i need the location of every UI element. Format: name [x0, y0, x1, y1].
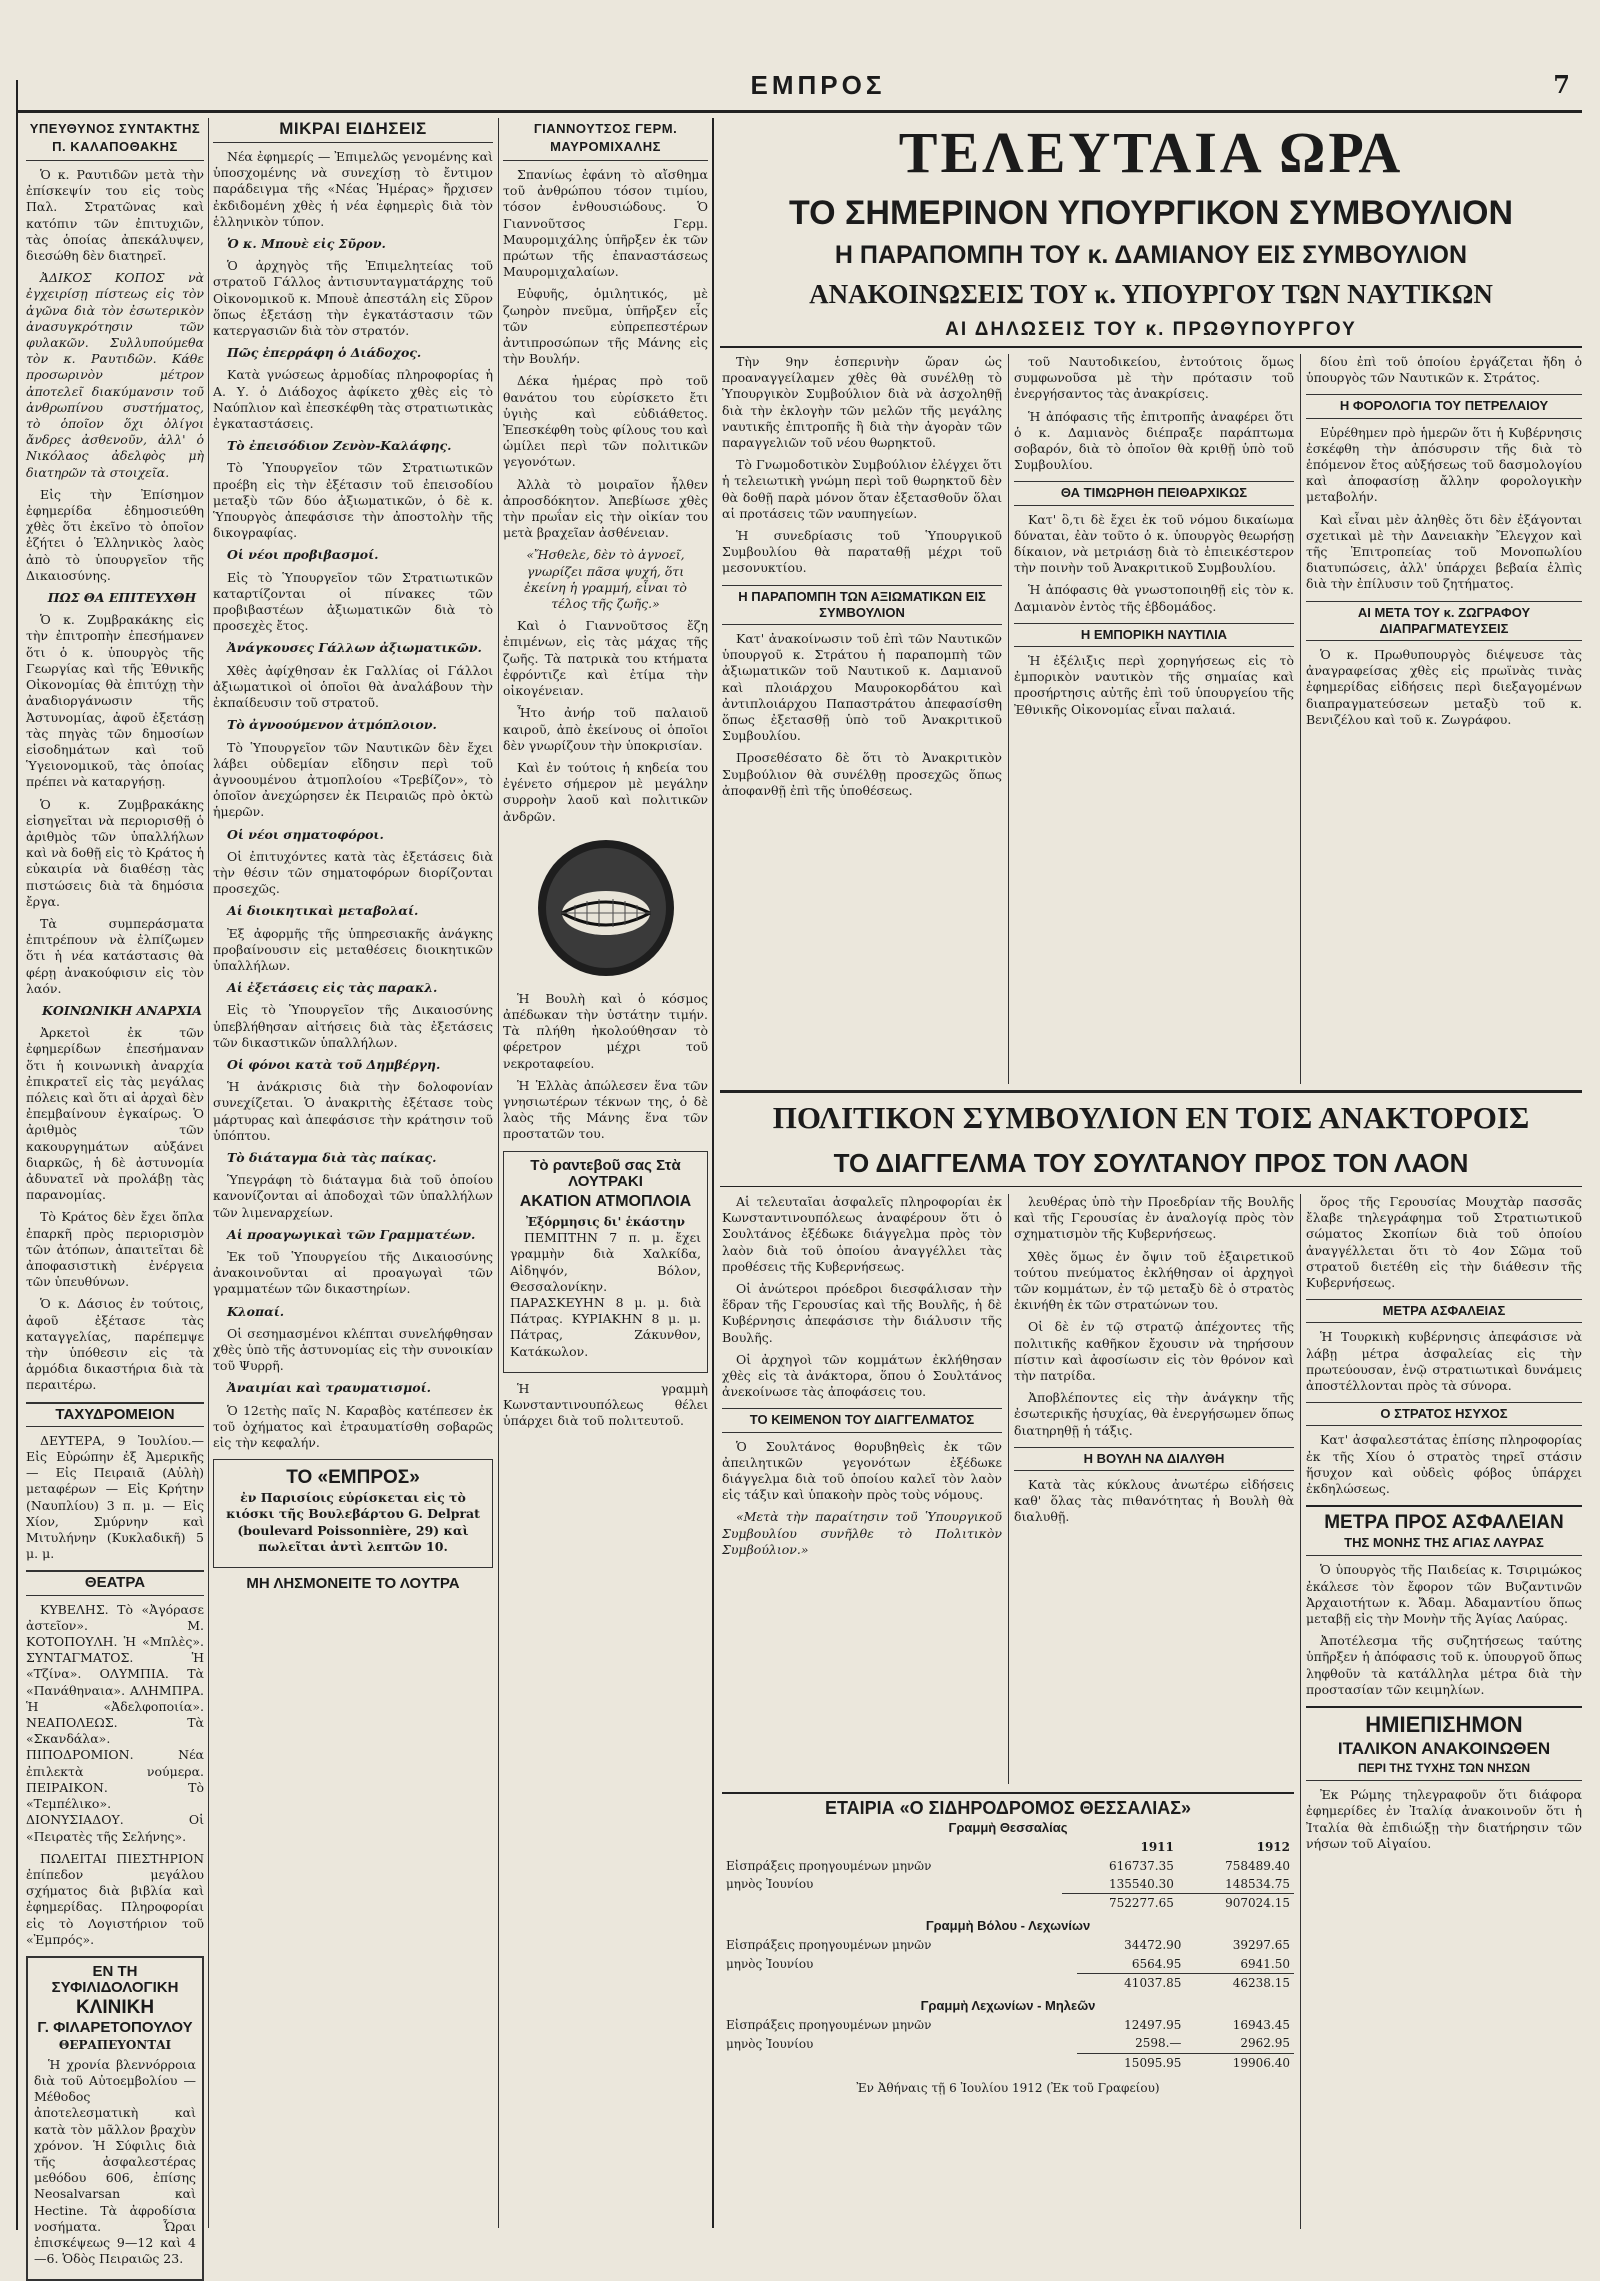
italian-heading-2: ΙΤΑΛΙΚΟΝ ΑΝΑΚΟΙΝΩΘΕΝ — [1337, 1739, 1551, 1759]
right-col-e — [1014, 1194, 1294, 1784]
paragraph: Οἱ ἀνώτεροι πρόεδροι διεσφάλισαν τὴν ἕδραν τῆς Γερουσίας καὶ τῆς Βουλῆς, ἡ δὲ Κυβέρνησις ἀπεφάσισε τὴν διάλυσιν τῆς Βουλῆς. — [722, 1281, 1002, 1345]
paragraph: Δέκα ἡμέρας πρὸ τοῦ θανάτου του εὑρίσκετο ἔτι ὑγιὴς καὶ εὐδιάθετος. Ἐπεσκέφθη τοὺς φίλους του καὶ ὡμίλει περὶ τῶν πολιτικῶν γεγονότων. — [503, 373, 708, 470]
subheading: ΜΕΤΡΑ ΑΣΦΑΛΕΙΑΣ — [1306, 1299, 1582, 1323]
row-label: Εἰσπράξεις προηγουμένων μηνῶν — [726, 1938, 932, 1953]
paragraph: Ἦτο ἀνήρ τοῦ παλαιοῦ καιροῦ, ἀπὸ ἐκείνους οἱ ὁποῖοι δὲν γνωρίζουν τὴν ὑποκρισίαν. — [503, 705, 708, 753]
paragraph: Κατ' ὃ,τι δὲ ἔχει ἐκ τοῦ νόμου δικαίωμα δύναται, ἐὰν τοῦτο ὁ κ. ὑπουργὸς θεωρήσῃ δίκαιον, νὰ μετριάσῃ διὰ τὸ ἐπιεικέστερον τὴν ποινὴν τοῦ Ἀνακριτικοῦ Συμβουλίου. — [1014, 511, 1294, 576]
railway-date: Ἐν Ἀθήναις τῇ 6 Ἰουλίου 1912 — [856, 2080, 1043, 2095]
subheading: Οἱ φόνοι κατὰ τοῦ Δημβέργη. — [227, 1056, 441, 1072]
paragraph: Τὴν 9ην ἑσπερινὴν ὥραν ὡς προαναγγείλαμεν χθὲς θὰ συνέλθῃ τὸ Ὑπουργικὸν Συμβούλιον διὰ νὰ ἀσχοληθῇ διὰ τὴν ἐκλογὴν τῶν μελῶν τῆς μεγάλης ναυτικῆς ἐπιτροπῆς ἢ διὰ τὴν ἀγορὰν τῶν παραγγελιῶν τοῦ νέου θωρηκτοῦ. — [722, 354, 1002, 451]
subheading: Πῶς ἐπερράφη ὁ Διάδοχος. — [227, 345, 422, 361]
row-label: μηνὸς Ἰουνίου — [726, 2036, 814, 2051]
paragraph: Τὸ Ὑπουργεῖον τῶν Στρατιωτικῶν προέβη εἰς τὴν ἐξέτασιν τοῦ ἐπεισοδίου μεταξὺ τῶν δύο ἀξιωματικῶν, ὁ δὲ κ. Ὑπουργὸς ἀπεφάσισε τὴν ἀποστολὴν τῆς δικογραφίας. — [213, 460, 493, 541]
paragraph: Οἱ δὲ ἐν τῷ στρατῷ ἀπέχοντες τῆς πολιτικῆς καθῆκον ἔχουσιν νὰ τηρήσουν πίστιν καὶ ἀφοσίωσιν εἰς τὸν θρόνον καὶ τὴν πατρίδα. — [1014, 1319, 1294, 1384]
paragraph: Ὑπεγράφη τὸ διάταγμα διὰ τοῦ ὁποίου κανονίζονται αἱ ἀποδοχαὶ τῶν ὑπαλλήλων τῶν λιμεναρχείων. — [213, 1172, 493, 1220]
paragraph: Καὶ εἶναι μὲν ἀληθὲς ὅτι δὲν ἐξάγονται σχετικαὶ μὲ τὴν Δανειακὴν Ἔλεγχον καὶ τῆς Ἐπιτροπείας τοῦ Μονοπωλίου διατυπώσεις, ἀλλ' ὑπάρχει βεβαία ἐλπὶς διὰ τὴν ἐπίλυσιν τοῦ ζητήματος. — [1306, 511, 1582, 592]
column-3 — [503, 118, 708, 2228]
paragraph: Ἀλλὰ τὸ μοιραῖον ἦλθεν ἀπροσδόκητον. Ἀπεβίωσε χθὲς τὴν πρωΐαν εἰς τὴν οἰκίαν του μετὰ βραχεῖαν ἀσθένειαν. — [503, 476, 708, 541]
monastery-heading-box — [1306, 1505, 1582, 1556]
subheading: Η ΕΜΠΟΡΙΚΗ ΝΑΥΤΙΛΙΑ — [1014, 623, 1294, 647]
railway-line-2: Γραμμὴ Βόλου - Λεχωνίων — [925, 1918, 1091, 1934]
ad-title: ΤΟ «ΕΜΠΡΟΣ» — [286, 1467, 420, 1489]
column-2 — [213, 118, 493, 2228]
paragraph: Ὁ Σουλτάνος θορυβηθεὶς ἐκ τῶν ἀπειλητικῶν γεγονότων ἐξέδωκε διάγγελμα διὰ τοῦ ὁποίου καλεῖ τὸν λαὸν εἰς τάξιν καὶ ὑπακοὴν πρὸς τοὺς νόμους. — [722, 1438, 1002, 1503]
cell: 39297.65 — [1232, 1938, 1290, 1953]
paragraph: Εἰς τὸ Ὑπουργεῖον τῶν Στρατιωτικῶν καταρτίζονται οἱ πίνακες τῶν προβιβαστέων ἀξιωματικῶν διὰ τὸ προσεχὲς ἔτος. — [213, 569, 493, 634]
right-col-a — [722, 354, 1002, 1084]
subheading: Η ΠΑΡΑΠΟΜΠΗ ΤΩΝ ΑΞΙΩΜΑΤΙΚΩΝ ΕΙΣ ΣΥΜΒΟΥΛΙΟΝ — [722, 585, 1002, 625]
clinic-line-1: ΕΝ ΤΗ ΣΥΦΙΛΙΔΟΛΟΓΙΚΗ — [51, 1962, 179, 1997]
subheading: Τὸ ἐπεισόδιον Ζενὸν-Καλάφης. — [227, 438, 452, 454]
paragraph: Ἡ γραμμὴ Κωνσταντινουπόλεως θέλει ὑπάρχει διὰ τοῦ πολιτευτοῦ. — [503, 1380, 708, 1429]
paragraph: Κατὰ τὰς κύκλους ἀνωτέρω εἰδήσεις καθ' ὅλας τὰς πιθανότητας ἡ Βουλὴ θὰ διαλυθῇ. — [1014, 1477, 1294, 1525]
subheading: Ἀναιμίαι καὶ τραυματισμοί. — [227, 1380, 431, 1396]
paragraph: Ἐκ τοῦ Ὑπουργείου τῆς Δικαιοσύνης ἀνακοινοῦνται αἱ προαγωγαὶ τῶν γραμματέων τῶν δικαστηρίων. — [213, 1248, 493, 1297]
monastery-heading-1: ΜΕΤΡΑ ΠΡΟΣ ΑΣΦΑΛΕΙΑΝ — [1324, 1512, 1564, 1534]
paragraph: Ὁ κ. Ζυμβρακάκης εἰσηγεῖται νὰ περιορισθῇ ὁ ἀριθμὸς τῶν ὑπαλλήλων καὶ νὰ δοθῇ εἰς τὸ Κράτος ἡ εὐκαιρία νὰ διαθέσῃ τὰς πιστώσεις διὰ τὰ δημόσια ἔργα. — [26, 796, 204, 909]
cell: 34472.90 — [1124, 1938, 1182, 1953]
paragraph: Ἡ Τουρκικὴ κυβέρνησις ἀπεφάσισε νὰ λάβῃ μέτρα ἀσφαλείας εἰς τὴν πρωτεύουσαν, ἐνῷ στρατιωτικαὶ δυνάμεις ἀποστέλλονται πρὸς τὰ σύνορα. — [1306, 1329, 1582, 1394]
cell: 135540.30 — [1108, 1876, 1174, 1891]
subheading: ΤΟ ΚΕΙΜΕΝΟΝ ΤΟΥ ΔΙΑΓΓΕΛΜΑΤΟΣ — [722, 1408, 1002, 1432]
subheading: Η ΒΟΥΛΗ ΝΑ ΔΙΑΛΥΘΗ — [1014, 1447, 1294, 1471]
subheading: Η ΦΟΡΟΛΟΓΙΑ ΤΟΥ ΠΕΤΡΕΛΑΙΟΥ — [1306, 394, 1582, 418]
italian-heading-1: ΗΜΙΕΠΙΣΗΜΟΝ — [1365, 1712, 1523, 1738]
year-1911: 1911 — [1140, 1840, 1174, 1855]
italian-heading-box — [1306, 1706, 1582, 1781]
railway-signature: (Ἐκ τοῦ Γραφείου) — [1046, 2080, 1160, 2095]
paragraph: Κατὰ γνώσεως ἀρμοδίας πληροφορίας ἡ Α. Υ. ὁ Διάδοχος ἀφίκετο χθὲς εἰς τὸ Ναύπλιον καὶ ἐπεσκέφθη τὰς στρατιωτικὰς ἐγκαταστάσεις. — [213, 367, 493, 432]
column-rule — [1300, 354, 1301, 1084]
paragraph: Ὁ κ. Δάσιος ἐν τούτοις, ἀφοῦ ἐξέτασε τὰς καταγγελίας, παρέπεμψε τὴν ὑπόθεσιν εἰς τὰ ἁρμόδια δικαστήρια διὰ τὰ περαιτέρω. — [26, 1296, 204, 1393]
small-news-heading: ΜΙΚΡΑΙ ΕΙΔΗΣΕΙΣ — [213, 118, 493, 143]
paragraph: τοῦ Ναυτοδικείου, ἐντούτοις ὅμως συμφωνοῦσα μὲ τὴν πρότασιν τοῦ ἐνεργήσαντος τὰς ἀνακρίσεις. — [1014, 354, 1294, 402]
paragraph: ΚΥΒΕΛΗΣ. Τὸ «Ἀγόρασε ἀστεῖον». Μ. ΚΟΤΟΠΟΥΛΗ. Ἡ «Μπλὲς». ΣΥΝΤΑΓΜΑΤΟΣ. Ἡ «Τζίνα». ΟΛΥΜΠΙΑ. Τὰ «Πανάθηναια». ΑΛΗΜΠΡΑ. Ἡ «Ἀδελφοποιία». ΝΕΑΠΟΛΕΩΣ. Τὰ «Σκανδάλα». ΠΙΠΟΔΡΟΜΙΟΝ. Νέα ἐπιλεκτὰ νούμερα. ΠΕΙΡΑΙΚΟΝ. Τὸ «Τεμπέλικο». ΔΙΟΝΥΣΙΑΔΟΥ. Οἱ «Πειρατὲς τῆς Σελήνης». — [26, 1601, 204, 1844]
paper-name: ΕΜΠΡΟΣ — [750, 70, 886, 100]
subheading: Τὸ διάταγμα διὰ τὰς παίκας. — [227, 1149, 437, 1165]
cell: 6941.50 — [1240, 1956, 1290, 1971]
paragraph: ὅρος τῆς Γερουσίας Μουχτὰρ πασσᾶς ἔλαβε τηλεγράφημα τοῦ Στρατιωτικοῦ σώματος Σκοπίων διὰ τοῦ ὁποίου ἀναγγέλλεται ὅτι τὸ 4ον Σῶμα τοῦ στρατοῦ διετέθη εἰς τὴν διάθεσιν τῆς Κυβερνήσεως. — [1306, 1194, 1582, 1291]
left-margin-rule — [16, 80, 18, 2230]
paragraph: Ὁ κ. Ζυμβρακάκης εἰς τὴν ἐπιτροπὴν ἐπεσήμανεν ὅτι ὁ κ. ὑπουργὸς τῆς Γεωργίας καὶ τῆς Ἐθνικῆς Οἰκονομίας θὰ ἐπιτύχῃ τὴν ἀναδιοργάνωσιν τῆς Ἀστυνομίας, ἀφοῦ ἐξετάσῃ τὰς πηγὰς τῶν δημοσίων εἰσοδημάτων καὶ τοῦ Ὑγειονομικοῦ, τὰς ὁποίας πρέπει νὰ καταργήσῃ. — [26, 612, 204, 790]
railway-table-1 — [722, 1838, 1294, 1912]
ad-subtitle: ΑΚΑΤΙΟΝ ΑΤΜΟΠΛΟΙΑ — [519, 1192, 692, 1210]
subheading: Αἱ διοικητικαὶ μεταβολαί. — [227, 903, 419, 919]
paragraph: Καὶ ὁ Γιαννοῦτσος ἔζη ἐπιμένων, εἰς τὰς μάχας τῆς ζωῆς. Τὰ πατρικὰ του κτήματα ἐφρόντιζε καὶ ἐτίμα τὴν οἰκογένειαν. — [503, 618, 708, 699]
page-number: 7 — [1553, 70, 1570, 99]
paragraph: Αἱ τελευταῖαι ἀσφαλεῖς πληροφορίαι ἐκ Κωνσταντινουπόλεως ἀναφέρουν ὅτι ὁ Σουλτάνος ἐξέδωκε διάγγελμα πρὸς τὸν λαὸν διὰ τοῦ ὁποίου ἀναγγέλλει τὰς προθέσεις τῆς Κυβερνήσεως. — [722, 1194, 1002, 1274]
paragraph: Νέα ἐφημερίς — Ἐπιμελῶς γενομένης καὶ ὑποσχομένης νὰ συνεχίσῃ τὸ ἔντιμον παράδειγμα τῆς «Νέας Ἡμέρας» ἤρχισεν ἐκδιδομένη χθὲς ἡ νέα ἐφημερὶς διὰ τὸν ἑλληνικὸν τύπον. — [213, 149, 493, 229]
cell: 752277.65 — [1062, 1894, 1178, 1913]
banner-last-hour: ΤΕΛΕΥΤΑΙΑ ΩΡΑ — [898, 120, 1404, 185]
row-label: Εἰσπράξεις προηγουμένων μηνῶν — [726, 1858, 932, 1873]
paragraph: Ἡ συνεδρίασις τοῦ Ὑπουργικοῦ Συμβουλίου θὰ παραταθῇ μέχρι τοῦ μεσονυκτίου. — [722, 528, 1002, 576]
column-rule — [1008, 354, 1009, 1084]
paragraph: Τὸ Ὑπουργεῖον τῶν Ναυτικῶν δὲν ἔχει λάβει οὐδεμίαν εἴδησιν περὶ τοῦ ἀγνοουμένου ἀτμοπλοίου «Τρεβίζον», τὸ ὁποῖον ἀνεχώρησεν ἐκ Πειραιῶς πρὸ ὀκτὼ ἡμερῶν. — [213, 739, 493, 820]
cell: 907024.15 — [1178, 1894, 1294, 1913]
subheading: ΑΙ ΜΕΤΑ ΤΟΥ κ. ΖΩΓΡΑΦΟΥ ΔΙΑΠΡΑΓΜΑΤΕΥΣΕΙΣ — [1306, 601, 1582, 641]
year-1912: 1912 — [1256, 1840, 1290, 1855]
paragraph: Τὰ συμπεράσματα ἐπιτρέπουν νὰ ἐλπίζωμεν ὅτι ἡ νέα κατάστασις θὰ φέρῃ ἀνακούφισιν εἰς τὸν λαόν. — [26, 915, 204, 996]
ad-text: ΠΕΜΠΤΗΝ 7 π. μ. ἔχει γραμμὴν διὰ Χαλκίδα, Αἰδηψόν, Βόλον, Θεσσαλονίκην. ΠΑΡΑΣΚΕΥΗΝ 8 μ. μ. διὰ Πάτρας. ΚΥΡΙΑΚΗΝ 8 μ. μ. Πάτρας, Ζάκυνθον, Κατάκωλον. — [510, 1230, 701, 1359]
banner-sultan-proclamation: ΤΟ ΔΙΑΓΓΕΛΜΑ ΤΟΥ ΣΟΥΛΤΑΝΟΥ ΠΡΟΣ ΤΟΝ ΛΑΟΝ — [833, 1148, 1469, 1178]
paragraph: ΠΩΛΕΙΤΑΙ ΠΙΕΣΤΗΡΙΟΝ ἐπίπεδον μεγάλου σχήματος διὰ βιβλία καὶ ἐφημερίδας. Πληροφορίαι εἰς τὸ Λογιστήριον τοῦ «Ἐμπρός». — [26, 1850, 204, 1947]
paragraph: Χθὲς ὅμως ἐν ὄψιν τοῦ ἐξαιρετικοῦ τούτου πνεύματος ἐκλήθησαν οἱ ἀρχηγοὶ τῶν κομμάτων, ἐν τῷ μεταξὺ δὲ ὁ στρατὸς ἐκινήθη ἐκ τῶν στρατώνων του. — [1014, 1248, 1294, 1313]
masthead — [18, 70, 1582, 113]
subheading: Αἱ ἐξετάσεις εἰς τὰς παρακλ. — [227, 980, 438, 996]
paragraph: Εὐφυῆς, ὁμιλητικός, μὲ ζωηρὸν πνεῦμα, ὑπῆρξεν εἷς τῶν εὐπρεπεστέρων ἀντιπροσώπων τῆς Μάνης εἰς τὴν Βουλήν. — [503, 286, 708, 367]
subheading: Οἱ νέοι σηματοφόροι. — [227, 826, 384, 842]
paragraph: λευθέρας ὑπὸ τὴν Προεδρίαν τῆς Βουλῆς καὶ τῆς Γερουσίας ἐν ἀναλογίᾳ πρὸς τὸν σχηματισμὸν τῆς Κυβερνήσεως. — [1014, 1194, 1294, 1242]
paragraph: Τὸ Κράτος δὲν ἔχει ὅπλα ἐπαρκῆ πρὸς περιορισμὸν τῶν ἀτόπων, ἀπαιτεῖται δὲ ἀποφασιστικὴ ἐνέργεια τῶν ὑπευθύνων. — [26, 1209, 204, 1290]
paragraph: Εἰς τὸ Ὑπουργεῖον τῆς Δικαιοσύνης ὑπεβλήθησαν αἰτήσεις διὰ τὰς ἐξετάσεις τῶν δικαστικῶν ὑπαλλήλων. — [213, 1002, 493, 1050]
subheading: Τὸ ἀγνοούμενον ἀτμόπλοιον. — [227, 717, 437, 733]
empros-paris-ad — [213, 1459, 493, 1568]
paragraph: Εὑρέθημεν πρὸ ἡμερῶν ὅτι ἡ Κυβέρνησις ἐσκέφθη τὴν ἀπόσυρσιν τῆς διὰ τὸ ἑπόμενον ἔτος αὐξήσεως τοῦ δασμολογίου καὶ ἀποφασίσῃ ἄλλην φορολογικὴν μεταβολήν. — [1306, 424, 1582, 505]
banner-damianos-referral: Η ΠΑΡΑΠΟΜΠΗ ΤΟΥ κ. ΔΑΜΙΑΝΟΥ ΕΙΣ ΣΥΜΒΟΥΛΙΟΝ — [834, 241, 1468, 269]
clinic-line-2: ΚΛΙΝΙΚΗ — [75, 1997, 155, 2019]
clinic-text: Ἡ χρονία βλεννόρροια διὰ τοῦ Αὐτοεμβολίου — Μέθοδος ἀποτελεσματικὴ καὶ κατὰ τὸν μᾶλλον βραχὺν χρόνον. Ἡ Σύφιλις διὰ τῆς ἀσφαλεστέρας μεθόδου 606, ἐπίσης Neosalvarsan καὶ Hectine. Τὰ ἀφροδίσια νοσήματα. Ὧραι ἐπισκέψεως 9—12 καὶ 4—6. Ὁδὸς Πειραιῶς 23. — [34, 2056, 196, 2267]
paragraph: Οἱ ἐπιτυχόντες κατὰ τὰς ἐξετάσεις διὰ τὴν θέσιν τῶν σηματοφόρων διορίζονται προσεχῶς. — [213, 848, 493, 897]
paragraph: Ἡ ἀπόφασις τῆς ἐπιτροπῆς ἀναφέρει ὅτι ὁ κ. Δαμιανὸς διέπραξε παράπτωμα σοβαρόν, διὰ τὸ ὁποῖον θὰ κριθῇ ὑπὸ τοῦ Συμβουλίου. — [1014, 408, 1294, 473]
paragraph: Ἐξ ἀφορμῆς τῆς ὑπηρεσιακῆς ἀνάγκης προβαίνουσιν εἰς μεταθέσεις διοικητικῶν ὑπαλλήλων. — [213, 925, 493, 973]
paragraph: Ἡ Ἑλλὰς ἀπώλεσεν ἕνα τῶν γνησιωτέρων τέκνων της, ὁ δὲ λαὸς τῆς Μάνης ἕνα τῶν προστατῶν του. — [503, 1077, 708, 1142]
railway-line-1: Γραμμὴ Θεσσαλίας — [948, 1820, 1068, 1836]
row-label: μηνὸς Ἰουνίου — [726, 1877, 814, 1892]
monastery-heading-2: ΤΗΣ ΜΟΝΗΣ ΤΗΣ ΑΓΙΑΣ ΛΑΥΡΑΣ — [1344, 1535, 1544, 1551]
banner-prime-minister: ΑΙ ΔΗΛΩΣΕΙΣ ΤΟΥ κ. ΠΡΩΘΥΠΟΥΡΓΟΥ — [945, 319, 1357, 340]
paragraph: δίου ἐπὶ τοῦ ὁποίου ἐργάζεται ἤδη ὁ ὑπουργὸς τῶν Ναυτικῶν κ. Στράτος. — [1306, 354, 1582, 386]
footer-reminder: ΜΗ ΛΗΣΜΟΝΕΙΤΕ ΤΟ ΛΟΥΤΡΑ — [246, 1575, 460, 1593]
column-rule — [1008, 1194, 1009, 1784]
paragraph: Ἡ ἀπόφασις θὰ γνωστοποιηθῇ εἰς τὸν κ. Δαμιανὸν ἐντὸς τῆς ἑβδομάδος. — [1014, 582, 1294, 614]
cell: 2962.95 — [1240, 2036, 1290, 2051]
paragraph: Εἰς τὴν Ἐπίσημον ἐφημερίδα ἐδημοσιεύθη χθὲς ὅτι ἐκεῖνο τὸ ὁποῖον ἐζήτει ὁ Ἑλληνικὸς λαὸς ἀπὸ τὸ ὑπουργεῖον τῆς Δικαιοσύνης. — [26, 486, 204, 583]
italian-heading-3: ΠΕΡΙ ΤΗΣ ΤΥΧΗΣ ΤΩΝ ΝΗΣΩΝ — [1358, 1761, 1530, 1776]
paragraph: Σπανίως ἐφάνη τὸ αἴσθημα τοῦ ἀνθρώπου τόσον τιμίου, τόσον ἐνθουσιώδους. Ὁ Γιαννοῦτσος Γερμ. Μαυρομιχάλης ὑπῆρξεν ἐκ τῶν πρώτων τῆς ἐπαναστάσεως Μαυρομιχαλαίων. — [503, 167, 708, 280]
cell: 41037.85 — [1077, 1973, 1186, 1992]
column-1 — [26, 118, 204, 2267]
theatres-heading: ΘΕΑΤΡΑ — [26, 1570, 204, 1595]
clinic-line-3: Γ. ΦΙΛΑΡΕΤΟΠΟΥΛΟΥ — [37, 2019, 193, 2037]
paragraph: Κατ' ἀνακοίνωσιν τοῦ ἐπὶ τῶν Ναυτικῶν ὑπουργοῦ κ. Στράτου ἡ παραπομπὴ τῶν ἀξιωματικῶν τοῦ Ναυτικοῦ κ. Δαμιανοῦ καὶ πλοιάρχου Μαυροκορδάτου καὶ ἀντιπλοιάρχου Παπαστράτου ἀπεφασίσθη ὅπως ἐξετασθῇ ὑπὸ τοῦ Ἀνακριτικοῦ Συμβουλίου. — [722, 631, 1002, 744]
paragraph: ἈΔΙΚΟΣ ΚΟΠΟΣ νὰ ἐγχειρίσῃ πίστεως εἰς τὸν ἀγῶνα διὰ τὸν ἐσωτερικὸν ἀνασυγκρότησιν τῶν φυλακῶν. Συλλυπούμεθα τὸν κ. Ραυτιδῶν. Κάθε προσωρινὸν μέτρον ἀποτελεῖ διακύμανσιν τοῦ ἀνθρωπίνου συστήματος, τὸ ὁποῖον ὅχι ὀλίγοι ἄνδρες ἀσθενοῦν, ἀλλ' ὁ Νικόλαος ἀδελφὸς μὴ διατηρῶν τὰ στοιχεῖα. — [26, 270, 204, 480]
subheading: ΠΩΣ ΘΑ ΕΠΙΤΕΥΧΘΗ — [47, 590, 197, 606]
ad-text: ἐν Παρισίοις εὑρίσκεται εἰς τὸ κιόσκι τῆς Βουλεβάρτου G. Delprat (boulevard Poissonnière, 29) καὶ πωλεῖται ἀντὶ λεπτῶν 10. — [226, 1490, 480, 1554]
cell: 148534.75 — [1225, 1876, 1290, 1891]
cell: 2598.— — [1135, 2036, 1182, 2051]
paragraph: Κατ' ἀσφαλεστάτας ἐπίσης πληροφορίας ἐκ τῆς Χίου ὁ στρατὸς τηρεῖ στάσιν ἥσυχον καὶ οὐδεὶς φόβος ὑπάρχει ἐκδηλώσεως. — [1306, 1432, 1582, 1497]
post-office-heading: ΤΑΧΥΔΡΟΜΕΙΟΝ — [26, 1402, 204, 1427]
cell: 16943.45 — [1232, 2018, 1290, 2033]
column-rule — [498, 118, 499, 2228]
banner-navy-minister: ΑΝΑΚΟΙΝΩΣΕΙΣ ΤΟΥ κ. ΥΠΟΥΡΓΟΥ ΤΩΝ ΝΑΥΤΙΚΩΝ — [809, 279, 1493, 309]
railway-receipts — [722, 1792, 1294, 2234]
railway-table-2 — [722, 1936, 1294, 1992]
subheading: Ο ΣΤΡΑΤΟΣ ΗΣΥΧΟΣ — [1306, 1402, 1582, 1426]
right-col-b — [1014, 354, 1294, 1084]
section-rule — [720, 1090, 1582, 1093]
paragraph: Ὁ κ. Πρωθυπουργὸς διέψευσε τὰς ἀναγραφείσας χθὲς εἰς πρωϊνὰς τινὰς ἐφημερίδας εἰδήσεις περὶ διεξαγομένων διαπραγματεύσεων μεταξὺ τοῦ κ. Βενιζέλου καὶ τοῦ κ. Ζωγράφου. — [1306, 647, 1582, 727]
clinic-line-4: ΘΕΡΑΠΕΥΟΝΤΑΙ — [58, 2037, 172, 2052]
loutraki-ad — [503, 1151, 708, 1373]
paragraph: Χθὲς ἀφίχθησαν ἐκ Γαλλίας οἱ Γάλλοι ἀξιωματικοὶ οἱ ὁποῖοι θὰ ἀναλάβουν τὴν ἐκπαίδευσιν τοῦ στρατοῦ. — [213, 662, 493, 711]
row-label: Εἰσπράξεις προηγουμένων μηνῶν — [726, 2018, 932, 2033]
paragraph: Ἀρκετοὶ ἐκ τῶν ἐφημερίδων ἐπεσήμαναν ὅτι ἡ κοινωνικὴ ἀναρχία ἐπικρατεῖ εἰς τὰς μεγάλας πόλεις καὶ ὅτι αἱ ἀρχαὶ δὲν ἐπεμβαίνουν ἐγκαίρως. Ὁ ἀριθμὸς τῶν κακουργημάτων αὐξάνει διαρκῶς, ἡ δὲ ἀστυνομία ἀδυνατεῖ νὰ προλάβῃ τὰς παρανομίας. — [26, 1025, 204, 1203]
subheading: ΘΑ ΤΙΜΩΡΗΘΗ ΠΕΙΘΑΡΧΙΚΩΣ — [1014, 481, 1294, 505]
paragraph: Καὶ ἐν τούτοις ἡ κηδεία του ἐγένετο σήμερον μὲ μεγάλην συρροὴν λαοῦ καὶ πολιτικῶν ἀνδρῶν. — [503, 759, 708, 824]
cell: 616737.35 — [1108, 1858, 1174, 1873]
paragraph: Ἡ ἐξέλιξις περὶ χορηγήσεως εἰς τὸ ἐμπορικὸν ναυτικὸν τῆς σημαίας καὶ προσήρτησις αὐτῆς ἐπὶ τοῦ ὑπουργείου τῆς Ἐθνικῆς Οἰκονομίας εἶναι παλαιά. — [1014, 653, 1294, 717]
ad-line: Ἐξόρμησις δι' ἑκάστην — [526, 1214, 685, 1229]
subheading: Οἱ νέοι προβιβασμοί. — [227, 547, 379, 563]
cell: 6564.95 — [1131, 1956, 1182, 1971]
cell: 19906.40 — [1185, 2053, 1294, 2072]
poem: «Ἤσθελε, δὲν τὸ ἀγνοεῖ, γνωρίζει πᾶσα ψυχή, ὅτι ἐκείνη ἡ γραμμή, εἶναι τὸ τέλος τῆς ζωῆς.» — [524, 547, 687, 612]
subheading: Κλοπαί. — [227, 1303, 285, 1319]
paragraph: Ἀποβλέποντες εἰς τὴν ἀνάγκην τῆς ἐσωτερικῆς ἡσυχίας, θὰ ἐνεργήσωμεν ὅπως διατηρηθῇ ἡ τάξις. — [1014, 1390, 1294, 1438]
section-rule — [720, 346, 1582, 348]
paragraph: Ἡ ἀνάκρισις διὰ τὴν δολοφονίαν συνεχίζεται. Ὁ ἀνακριτὴς ἐξέτασε τοὺς μάρτυρας καὶ ἀπεφάσισε τὴν κράτησιν τοῦ ὑπόπτου. — [213, 1079, 493, 1143]
paragraph: Ἡ Βουλὴ καὶ ὁ κόσμος ἀπέδωκαν τὴν ὑστάτην τιμήν. Τὰ πλήθη ἠκολούθησαν τὸ φέρετρον μέχρι τοῦ νεκροταφείου. — [503, 990, 708, 1071]
paragraph: Ὁ 12ετὴς παῖς Ν. Καραβὸς κατέπεσεν ἐκ τοῦ ὀχήματος καὶ ἐτραυματίσθη σοβαρῶς εἰς τὴν κεφαλήν. — [213, 1402, 493, 1451]
column-rule — [1300, 1194, 1301, 2229]
paragraph: «Μετὰ τὴν παραίτησιν τοῦ Ὑπουργικοῦ Συμβουλίου συνῆλθε τὸ Πολιτικὸν Συμβούλιον.» — [722, 1509, 1002, 1557]
section-rule — [720, 1186, 1582, 1187]
paragraph: Ἀποτέλεσμα τῆς συζητήσεως ταύτης ὑπῆρξεν ἡ ἀπόφασις τοῦ κ. ὑπουργοῦ ὅπως ληφθοῦν τὰ κατάλληλα μέτρα διὰ τὴν προστασίαν τῶν κειμηλίων. — [1306, 1633, 1582, 1697]
banner-political-council: ΠΟΛΙΤΙΚΟΝ ΣΥΜΒΟΥΛΙΟΝ ΕΝ ΤΟΙΣ ΑΝΑΚΤΟΡΟΙΣ — [772, 1100, 1530, 1135]
right-col-c — [1306, 354, 1582, 1084]
clinic-advertisement — [26, 1956, 204, 2281]
railway-heading: ΕΤΑΙΡΙΑ «Ο ΣΙΔΗΡΟΔΡΟΜΟΣ ΘΕΣΣΑΛΙΑΣ» — [824, 1798, 1192, 1818]
cell: 12497.95 — [1124, 2018, 1182, 2033]
row-label: μηνὸς Ἰουνίου — [726, 1956, 814, 1971]
subheading: Αἱ προαγωγικαὶ τῶν Γραμματέων. — [227, 1226, 476, 1242]
banner-cabinet-council: ΤΟ ΣΗΜΕΡΙΝΟΝ ΥΠΟΥΡΓΙΚΟΝ ΣΥΜΒΟΥΛΙΟΝ — [788, 194, 1514, 232]
railway-dateline — [722, 2080, 1294, 2096]
cell: 46238.15 — [1185, 1973, 1294, 1992]
column-rule — [208, 118, 209, 2228]
paragraph: Τὸ Γνωμοδοτικὸν Συμβούλιον ἐλέγχει ὅτι ἡ τελειωτικὴ γνώμη περὶ τοῦ θωρηκτοῦ δὲν θὰ δοθῇ παρὰ μόνον ὅταν ἐξετασθοῦν ὅλαι αἱ προτάσεις τῶν ναυπηγείων. — [722, 457, 1002, 521]
railway-line-3: Γραμμὴ Λεχωνίων - Μηλεῶν — [920, 1998, 1096, 2014]
subheading: ΚΟΙΝΩΝΙΚΗ ΑΝΑΡΧΙΑ — [42, 1002, 202, 1018]
right-col-f — [1306, 1194, 1582, 2229]
obituary-heading: ΓΙΑΝΝΟΥΤΣΟΣ ΓΕΡΜ. ΜΑΥΡΟΜΙΧΑΛΗΣ — [503, 118, 708, 161]
railway-table-3 — [722, 2016, 1294, 2072]
paragraph: Ὁ ἀρχηγὸς τῆς Ἐπιμελητείας τοῦ στρατοῦ Γάλλος ἀντισυνταγματάρχης τοῦ Οἰκονομικοῦ κ. Μπουὲ ἀπεστάλη εἰς Σῦρον ὅπως ἐξετάσῃ τὴν ἐγκατάστασιν τῶν κατεργασιῶν διὰ τὸν στρατόν. — [213, 258, 493, 339]
paragraph: Ὁ ὑπουργὸς τῆς Παιδείας κ. Τσιριμώκος ἐκάλεσε τὸν ἔφορον τῶν Βυζαντινῶν Ἀρχαιοτήτων κ. Ἄδαμ. Ἀδαμαντίου ὅπως μεταβῇ εἰς τὴν Μονὴν τῆς Ἁγίας Λαύρας. — [1306, 1562, 1582, 1627]
paragraph: Οἱ ἀρχηγοὶ τῶν κομμάτων ἐκλήθησαν χθὲς εἰς τὰ ἀνάκτορα, ὅπου ὁ Σουλτάνος ἀνεκοίνωσε τὰς ἀποφάσεις του. — [722, 1351, 1002, 1400]
mouth-illustration — [531, 833, 681, 983]
ad-title: Τὸ ραντεβοῦ σας Στὰ ΛΟΥΤΡΑΚΙ — [530, 1156, 681, 1190]
paragraph: Ὁ κ. Ραυτιδῶν μετὰ τὴν ἐπίσκεψίν του εἰς τοὺς Παλ. Στρατῶνας καὶ κατόπιν τῶν ἐπιτυχιῶν, τὰς ὁποίας ἀπεκάλυψεν, διεσώθη δὲν διατηρεῖ. — [26, 167, 204, 264]
cell: 15095.95 — [1077, 2053, 1186, 2072]
subheading: Ἀνάγκουσες Γάλλων ἀξιωματικῶν. — [227, 640, 482, 656]
subheading: Ὁ κ. Μπουὲ εἰς Σῦρον. — [227, 236, 386, 252]
paragraph: ΔΕΥΤΕΡΑ, 9 Ἰουλίου.— Εἰς Εὐρώπην ἐξ Ἀμερικῆς — Εἰς Πειραιᾶ (Αὐλὴ) μεταφέρων — Εἰς Κρήτην (Ναυπλίου) 3 π. μ. — Εἰς Χίον, Σμύρνην καὶ Μιτυλήνην (Κυκλαδικῆ) 5 μ. μ. — [26, 1432, 204, 1562]
cell: 758489.40 — [1225, 1858, 1290, 1873]
editor-heading: ΥΠΕΥΘΥΝΟΣ ΣΥΝΤΑΚΤΗΣ Π. ΚΑΛΑΠΟΘΑΚΗΣ — [26, 118, 204, 161]
column-rule — [712, 118, 714, 2228]
paragraph: Οἱ σεσημασμένοι κλέπται συνελήφθησαν χθὲς ὑπὸ τῆς ἀστυνομίας εἰς τὴν συνοικίαν τοῦ Ψυρρῆ. — [213, 1325, 493, 1374]
paragraph: Προσεθέσατο δὲ ὅτι τὸ Ἀνακριτικὸν Συμβούλιον θὰ συνέλθῃ προσεχῶς ὅπως ἀποφανθῇ ἐπὶ τῆς ὑποθέσεως. — [722, 750, 1002, 798]
paragraph: Ἐκ Ρώμης τηλεγραφοῦν ὅτι διάφορα ἐφημερίδες ἐν Ἰταλίᾳ ἀνακοινοῦν ὅτι ἡ Ἰταλία θὰ ἐπιδιώξῃ τὴν διατήρησιν τῶν νήσων τοῦ Αἰγαίου. — [1306, 1787, 1582, 1851]
